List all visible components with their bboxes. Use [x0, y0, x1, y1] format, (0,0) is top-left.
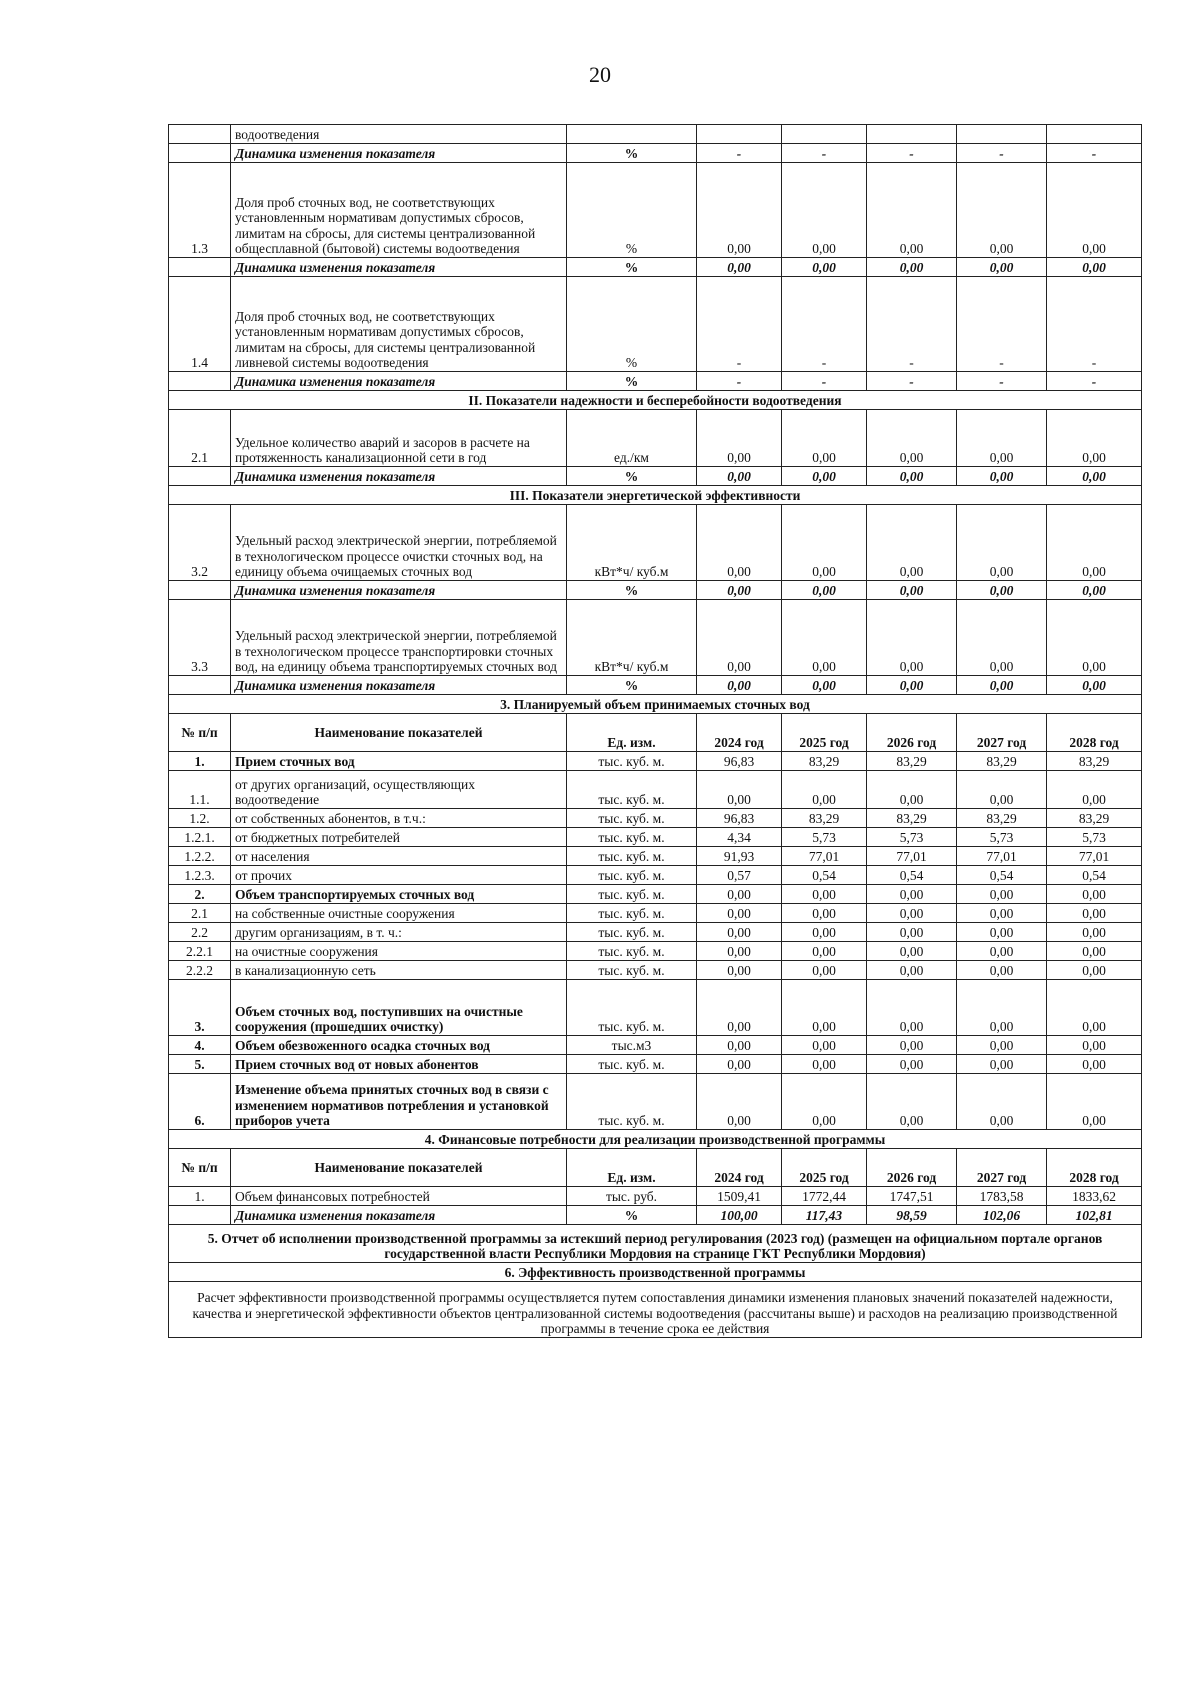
dynamics-row [169, 581, 1142, 600]
unit-cell: % [567, 467, 697, 486]
unit-cell: % [567, 163, 697, 258]
value-cell: 83,29 [867, 809, 957, 828]
row-number: 1.2.2. [169, 847, 231, 866]
row-number: 1.2. [169, 809, 231, 828]
value-cell: 0,00 [957, 410, 1047, 467]
unit-cell: тыс. руб. [567, 1187, 697, 1206]
value-cell: 5,73 [782, 828, 867, 847]
value-cell: 0,00 [697, 1074, 782, 1130]
value-cell: 0,00 [957, 923, 1047, 942]
value-cell: 0,00 [957, 1074, 1047, 1130]
section-heading-row [169, 1263, 1142, 1282]
indicator-name: другим организациям, в т. ч.: [231, 923, 567, 942]
section-heading: 6. Эффективность производственной программы [169, 1263, 1142, 1282]
value-cell: 0,00 [957, 505, 1047, 581]
volume-row [169, 923, 1142, 942]
unit-cell: % [567, 676, 697, 695]
value-cell: 0,00 [782, 980, 867, 1036]
header-year: 2028 год [1047, 714, 1142, 752]
value-cell: 0,00 [957, 467, 1047, 486]
volume-row [169, 866, 1142, 885]
row-number: 3.2 [169, 505, 231, 581]
indicator-name: Изменение объема принятых сточных вод в связи с изменением нормативов потребления и установкой приборов учета [231, 1074, 567, 1130]
value-cell: 100,00 [697, 1206, 782, 1225]
row-number: 2.2.1 [169, 942, 231, 961]
value-cell: - [697, 277, 782, 372]
unit-cell: % [567, 258, 697, 277]
value-cell: 98,59 [867, 1206, 957, 1225]
value-cell: 0,00 [697, 676, 782, 695]
value-cell: 0,00 [1047, 505, 1142, 581]
value-cell: 0,00 [957, 1055, 1047, 1074]
value-cell: 83,29 [867, 752, 957, 771]
section-heading: II. Показатели надежности и бесперебойности водоотведения [169, 391, 1142, 410]
indicator-name: Динамика изменения показателя [231, 258, 567, 277]
indicator-name: от населения [231, 847, 567, 866]
row-number [169, 1206, 231, 1225]
value-cell: 0,00 [957, 771, 1047, 809]
volume-row [169, 942, 1142, 961]
volume-row [169, 752, 1142, 771]
value-cell: 0,54 [867, 866, 957, 885]
indicator-name: Удельное количество аварий и засоров в расчете на протяженность канализационной сети в год [231, 410, 567, 467]
value-cell: - [867, 277, 957, 372]
value-cell: 0,00 [697, 980, 782, 1036]
indicator-row [169, 505, 1142, 581]
column-header-row [169, 714, 1142, 752]
value-cell: 0,00 [697, 885, 782, 904]
unit-cell: % [567, 277, 697, 372]
value-cell: 5,73 [867, 828, 957, 847]
value-cell: 96,83 [697, 809, 782, 828]
value-cell [697, 125, 782, 144]
value-cell: 0,00 [1047, 581, 1142, 600]
indicator-name: в канализационную сеть [231, 961, 567, 980]
finance-row [169, 1187, 1142, 1206]
header-year: 2025 год [782, 714, 867, 752]
indicator-name: Прием сточных вод [231, 752, 567, 771]
header-number: № п/п [169, 714, 231, 752]
unit-cell: тыс. куб. м. [567, 752, 697, 771]
unit-cell: тыс. куб. м. [567, 904, 697, 923]
value-cell: 0,00 [957, 258, 1047, 277]
value-cell: 0,00 [867, 600, 957, 676]
indicator-name: Динамика изменения показателя [231, 1206, 567, 1225]
value-cell: 96,83 [697, 752, 782, 771]
indicator-name: Динамика изменения показателя [231, 581, 567, 600]
volume-row [169, 885, 1142, 904]
row-number [169, 676, 231, 695]
column-header-row [169, 1149, 1142, 1187]
header-unit: Ед. изм. [567, 714, 697, 752]
value-cell: 0,00 [867, 980, 957, 1036]
value-cell: - [867, 372, 957, 391]
value-cell: 0,00 [1047, 1036, 1142, 1055]
row-number: 1.4 [169, 277, 231, 372]
header-year: 2027 год [957, 714, 1047, 752]
row-number: 5. [169, 1055, 231, 1074]
dynamics-row [169, 676, 1142, 695]
volume-row [169, 980, 1142, 1036]
unit-cell: тыс. куб. м. [567, 923, 697, 942]
value-cell: 0,00 [867, 258, 957, 277]
value-cell: 0,00 [782, 885, 867, 904]
indicator-name: Доля проб сточных вод, не соответствующих установленным нормативам допустимых сбросов, лимитам на сбросы, для системы централизованной ливневой системы водоотведения [231, 277, 567, 372]
value-cell: - [957, 372, 1047, 391]
row-number: 2.1 [169, 410, 231, 467]
efficiency-text: Расчет эффективности производственной программы осуществляется путем сопоставления динамики изменения плановых значений показателей надежности, качества и энергетической эффективности объектов централизованной системы водоотведения (рассчитаны выше) и расходов на реализацию производственной программы в течение срока ее действия [169, 1282, 1142, 1338]
value-cell: 0,00 [1047, 600, 1142, 676]
value-cell: 0,00 [867, 771, 957, 809]
value-cell: 0,00 [697, 961, 782, 980]
indicator-name: Удельный расход электрической энергии, потребляемой в технологическом процессе транспортировки сточных вод, на единицу объема транспортируемых сточных вод [231, 600, 567, 676]
value-cell: 0,00 [782, 961, 867, 980]
row-number [169, 258, 231, 277]
header-year: 2026 год [867, 714, 957, 752]
unit-cell [567, 125, 697, 144]
value-cell: 83,29 [957, 752, 1047, 771]
value-cell: - [1047, 144, 1142, 163]
value-cell: 117,43 [782, 1206, 867, 1225]
value-cell: 0,54 [1047, 866, 1142, 885]
unit-cell: тыс. куб. м. [567, 1074, 697, 1130]
header-unit: Ед. изм. [567, 1149, 697, 1187]
value-cell: 1509,41 [697, 1187, 782, 1206]
section-heading: III. Показатели энергетической эффективности [169, 486, 1142, 505]
unit-cell: ед./км [567, 410, 697, 467]
indicator-name: Прием сточных вод от новых абонентов [231, 1055, 567, 1074]
value-cell: 0,00 [957, 961, 1047, 980]
row-number: 4. [169, 1036, 231, 1055]
indicators-body [169, 125, 1142, 695]
report-section-row [169, 1225, 1142, 1263]
value-cell: 0,00 [867, 676, 957, 695]
value-cell: 0,00 [1047, 410, 1142, 467]
row-number: 2.2 [169, 923, 231, 942]
value-cell: 0,00 [957, 942, 1047, 961]
value-cell: 0,00 [697, 771, 782, 809]
unit-cell: тыс.м3 [567, 1036, 697, 1055]
unit-cell: тыс. куб. м. [567, 828, 697, 847]
header-year: 2028 год [1047, 1149, 1142, 1187]
unit-cell: тыс. куб. м. [567, 847, 697, 866]
value-cell: 0,00 [867, 923, 957, 942]
row-number: 1. [169, 1187, 231, 1206]
program-table [168, 124, 1142, 1338]
value-cell: 0,00 [867, 904, 957, 923]
value-cell: - [782, 144, 867, 163]
header-name: Наименование показателей [231, 1149, 567, 1187]
value-cell: 0,00 [782, 581, 867, 600]
value-cell [957, 125, 1047, 144]
indicator-name: Объем обезвоженного осадка сточных вод [231, 1036, 567, 1055]
volume-row [169, 1036, 1142, 1055]
value-cell: 0,00 [1047, 980, 1142, 1036]
value-cell: 0,00 [782, 771, 867, 809]
value-cell: 0,00 [782, 600, 867, 676]
value-cell: 5,73 [1047, 828, 1142, 847]
value-cell: 0,00 [867, 467, 957, 486]
unit-cell: % [567, 372, 697, 391]
page-number: 20 [589, 62, 611, 87]
value-cell: 0,00 [697, 258, 782, 277]
unit-cell: тыс. куб. м. [567, 866, 697, 885]
section-heading-row [169, 391, 1142, 410]
value-cell: 0,00 [1047, 163, 1142, 258]
value-cell: 0,00 [782, 505, 867, 581]
indicator-row [169, 600, 1142, 676]
unit-cell: тыс. куб. м. [567, 771, 697, 809]
value-cell: 77,01 [867, 847, 957, 866]
indicator-name: Объем сточных вод, поступивших на очистные сооружения (прошедших очистку) [231, 980, 567, 1036]
header-year: 2025 год [782, 1149, 867, 1187]
value-cell: 5,73 [957, 828, 1047, 847]
value-cell: 0,00 [782, 258, 867, 277]
value-cell: 0,00 [1047, 904, 1142, 923]
indicator-name: от собственных абонентов, в т.ч.: [231, 809, 567, 828]
value-cell: 0,00 [697, 163, 782, 258]
value-cell: 0,00 [1047, 771, 1142, 809]
value-cell: 0,00 [1047, 942, 1142, 961]
row-number: 1.3 [169, 163, 231, 258]
indicator-name: Объем транспортируемых сточных вод [231, 885, 567, 904]
value-cell [867, 125, 957, 144]
value-cell: 83,29 [782, 752, 867, 771]
unit-cell: % [567, 581, 697, 600]
value-cell: - [957, 277, 1047, 372]
value-cell: - [957, 144, 1047, 163]
volume-row [169, 771, 1142, 809]
value-cell: 0,00 [697, 1036, 782, 1055]
section4-body [169, 1130, 1142, 1225]
section-heading-row [169, 486, 1142, 505]
value-cell: 0,00 [1047, 258, 1142, 277]
indicator-name: на очистные сооружения [231, 942, 567, 961]
section5-6-body [169, 1225, 1142, 1338]
indicator-name: от прочих [231, 866, 567, 885]
value-cell: 0,54 [782, 866, 867, 885]
value-cell: 0,00 [957, 676, 1047, 695]
value-cell: - [1047, 277, 1142, 372]
value-cell: - [782, 372, 867, 391]
value-cell: 0,00 [782, 163, 867, 258]
value-cell: 83,29 [782, 809, 867, 828]
value-cell: 83,29 [957, 809, 1047, 828]
row-number [169, 581, 231, 600]
value-cell: 83,29 [1047, 752, 1142, 771]
section-heading-row [169, 695, 1142, 714]
header-number: № п/п [169, 1149, 231, 1187]
row-number: 3. [169, 980, 231, 1036]
row-number: 2.1 [169, 904, 231, 923]
value-cell: 0,00 [782, 1036, 867, 1055]
value-cell: 77,01 [1047, 847, 1142, 866]
indicator-name: от других организаций, осуществляющих водоотведение [231, 771, 567, 809]
value-cell: 0,00 [957, 885, 1047, 904]
value-cell: 0,00 [697, 904, 782, 923]
value-cell: 0,00 [1047, 1074, 1142, 1130]
value-cell: 0,00 [867, 505, 957, 581]
value-cell: - [697, 144, 782, 163]
value-cell: 0,00 [957, 600, 1047, 676]
value-cell: 77,01 [957, 847, 1047, 866]
row-number: 1. [169, 752, 231, 771]
volume-row [169, 904, 1142, 923]
value-cell: 0,00 [782, 467, 867, 486]
value-cell: 0,00 [867, 1036, 957, 1055]
value-cell: 0,00 [1047, 676, 1142, 695]
volume-row [169, 828, 1142, 847]
indicator-row [169, 125, 1142, 144]
value-cell: 0,00 [1047, 885, 1142, 904]
value-cell: 0,00 [697, 467, 782, 486]
value-cell: 0,00 [697, 505, 782, 581]
volume-row [169, 809, 1142, 828]
volume-row [169, 847, 1142, 866]
value-cell: 0,00 [782, 1074, 867, 1130]
value-cell [1047, 125, 1142, 144]
unit-cell: тыс. куб. м. [567, 961, 697, 980]
value-cell [782, 125, 867, 144]
value-cell: - [782, 277, 867, 372]
value-cell: - [697, 372, 782, 391]
dynamics-row [169, 467, 1142, 486]
indicator-name: Динамика изменения показателя [231, 372, 567, 391]
value-cell: 0,00 [697, 410, 782, 467]
header-name: Наименование показателей [231, 714, 567, 752]
indicator-name: от бюджетных потребителей [231, 828, 567, 847]
value-cell: 0,00 [867, 410, 957, 467]
row-number: 3.3 [169, 600, 231, 676]
value-cell: 0,00 [782, 904, 867, 923]
value-cell: 0,00 [957, 163, 1047, 258]
row-number: 6. [169, 1074, 231, 1130]
row-number [169, 144, 231, 163]
unit-cell: тыс. куб. м. [567, 980, 697, 1036]
section-heading: 3. Планируемый объем принимаемых сточных вод [169, 695, 1142, 714]
value-cell: 0,00 [867, 961, 957, 980]
value-cell: 1747,51 [867, 1187, 957, 1206]
value-cell: 0,00 [697, 942, 782, 961]
unit-cell: тыс. куб. м. [567, 885, 697, 904]
indicator-name: на собственные очистные сооружения [231, 904, 567, 923]
row-number: 1.2.1. [169, 828, 231, 847]
value-cell: 1783,58 [957, 1187, 1047, 1206]
value-cell: 0,00 [782, 923, 867, 942]
row-number: 1.2.3. [169, 866, 231, 885]
unit-cell: тыс. куб. м. [567, 809, 697, 828]
value-cell: 0,00 [867, 885, 957, 904]
value-cell: 0,00 [867, 163, 957, 258]
header-year: 2027 год [957, 1149, 1047, 1187]
indicator-row [169, 410, 1142, 467]
value-cell: 0,00 [867, 1074, 957, 1130]
value-cell: 83,29 [1047, 809, 1142, 828]
value-cell: 0,00 [697, 600, 782, 676]
value-cell: 0,00 [1047, 923, 1142, 942]
indicator-name: водоотведения [231, 125, 567, 144]
indicator-row [169, 277, 1142, 372]
value-cell: 0,57 [697, 866, 782, 885]
value-cell: 0,00 [697, 923, 782, 942]
value-cell: 0,00 [867, 1055, 957, 1074]
value-cell: 0,00 [957, 904, 1047, 923]
dynamics-row [169, 258, 1142, 277]
indicator-name: Динамика изменения показателя [231, 467, 567, 486]
unit-cell: кВт*ч/ куб.м [567, 505, 697, 581]
indicator-name: Удельный расход электрической энергии, потребляемой в технологическом процессе очистки сточных вод, на единицу объема очищаемых сточных вод [231, 505, 567, 581]
value-cell: 77,01 [782, 847, 867, 866]
value-cell: 0,00 [1047, 467, 1142, 486]
row-number [169, 467, 231, 486]
value-cell: 0,00 [782, 410, 867, 467]
row-number [169, 372, 231, 391]
volume-row [169, 961, 1142, 980]
section-heading-row [169, 1130, 1142, 1149]
value-cell: 1833,62 [1047, 1187, 1142, 1206]
row-number: 2. [169, 885, 231, 904]
unit-cell: тыс. куб. м. [567, 942, 697, 961]
unit-cell: кВт*ч/ куб.м [567, 600, 697, 676]
row-number [169, 125, 231, 144]
value-cell: - [1047, 372, 1142, 391]
section3-body [169, 695, 1142, 1130]
indicator-name: Динамика изменения показателя [231, 144, 567, 163]
efficiency-row [169, 1282, 1142, 1338]
value-cell: 0,00 [782, 942, 867, 961]
section-heading: 4. Финансовые потребности для реализации производственной программы [169, 1130, 1142, 1149]
value-cell: 91,93 [697, 847, 782, 866]
unit-cell: % [567, 1206, 697, 1225]
dynamics-row [169, 372, 1142, 391]
volume-row [169, 1074, 1142, 1130]
value-cell: 0,00 [697, 581, 782, 600]
value-cell: - [867, 144, 957, 163]
indicator-name: Объем финансовых потребностей [231, 1187, 567, 1206]
unit-cell: тыс. куб. м. [567, 1055, 697, 1074]
unit-cell: % [567, 144, 697, 163]
value-cell: 0,00 [782, 1055, 867, 1074]
header-year: 2024 год [697, 1149, 782, 1187]
value-cell: 0,54 [957, 866, 1047, 885]
value-cell: 0,00 [697, 1055, 782, 1074]
indicator-name: Доля проб сточных вод, не соответствующих установленным нормативам допустимых сбросов, лимитам на сбросы, для системы централизованной общесплавной (бытовой) системы водоотведения [231, 163, 567, 258]
volume-row [169, 1055, 1142, 1074]
dynamics-row [169, 1206, 1142, 1225]
value-cell: 0,00 [1047, 961, 1142, 980]
value-cell: 0,00 [957, 1036, 1047, 1055]
value-cell: 1772,44 [782, 1187, 867, 1206]
dynamics-row [169, 144, 1142, 163]
value-cell: 102,81 [1047, 1206, 1142, 1225]
row-number: 2.2.2 [169, 961, 231, 980]
value-cell: 0,00 [957, 581, 1047, 600]
header-year: 2026 год [867, 1149, 957, 1187]
row-number: 1.1. [169, 771, 231, 809]
indicator-row [169, 163, 1142, 258]
value-cell: 0,00 [782, 676, 867, 695]
indicator-name: Динамика изменения показателя [231, 676, 567, 695]
value-cell: 0,00 [957, 980, 1047, 1036]
value-cell: 4,34 [697, 828, 782, 847]
value-cell: 102,06 [957, 1206, 1047, 1225]
value-cell: 0,00 [867, 942, 957, 961]
report-section-text: 5. Отчет об исполнении производственной программы за истекший период регулирования (2023 год) (размещен на официальном портале органов государственной власти Республики Мордовия на странице ГКТ Республики Мордовия) [169, 1225, 1142, 1263]
value-cell: 0,00 [1047, 1055, 1142, 1074]
header-year: 2024 год [697, 714, 782, 752]
value-cell: 0,00 [867, 581, 957, 600]
